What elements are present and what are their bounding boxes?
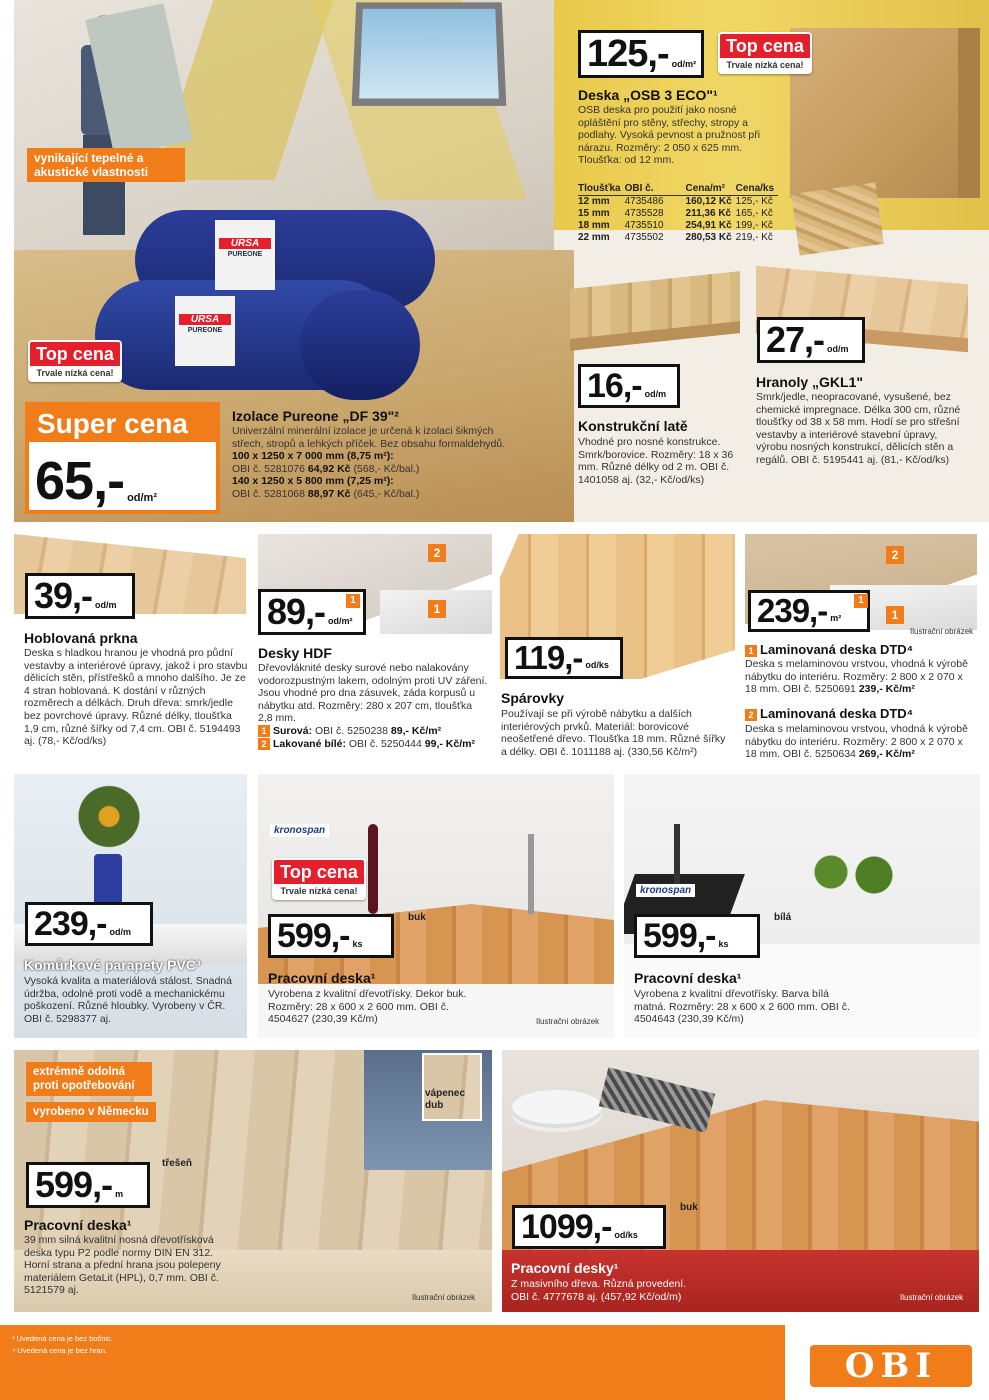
footer-orange-strip [0, 1325, 785, 1400]
deska-buk-description: Vyrobena z kvalitní dřevotřísky. Dekor buk. Rozměry: 28 x 600 x 2 600 mm. OBI č. 4504627 (230,39 Kč/m) [268, 988, 467, 1026]
table-row: 22 mm 4735502 280,53 Kč 219,- Kč [578, 232, 773, 243]
kronospan-logo: kronospan [636, 884, 695, 897]
ursa-insulation-rolls: URSA PUREONE URSA PUREONE [95, 210, 435, 400]
dtd-title-1: 1 Laminovaná deska DTD⁴ [745, 642, 913, 657]
deska-bila-tag: bílá [774, 912, 792, 923]
dtd-badge-1: 1 [886, 606, 904, 624]
table-row: 15 mm 4735528 211,36 Kč 165,- Kč [578, 208, 773, 219]
footnote-1: ¹ Uvedená cena je bez bočnic. [12, 1334, 113, 1343]
desky-masiv-tag: buk [680, 1202, 698, 1213]
dtd-price: 239,- m² [748, 590, 870, 632]
hdf-badge-1: 1 [428, 600, 446, 618]
late-price: 16,- od/m [578, 364, 680, 408]
hdf-title: Desky HDF [258, 645, 332, 661]
prkna-price: 39,- od/m [25, 573, 135, 619]
deska-bila-price: 599,- ks [634, 914, 760, 958]
table-header: Tloušťka OBI č. Cena/m² Cena/ks [578, 183, 778, 196]
parapety-price: 239,- od/m [25, 902, 153, 946]
desky-masiv-price: 1099,- od/ks [512, 1205, 666, 1249]
hero-price: 65,- od/m² [29, 442, 216, 510]
vapenec-dub-label: vápenec dub [425, 1088, 466, 1111]
dtd-price-badge: 1 [854, 594, 868, 608]
prkna-title: Hoblovaná prkna [24, 630, 138, 646]
footnote-2: ⁴ Uvedená cena je bez hran. [12, 1346, 107, 1355]
osb-description: OSB deska pro použití jako nosné opláštění pro stěny, střechy, stropy a podlahy. Vysoká pevnost a pružnost při nárazu. Rozměry: 2 050 x 625 mm. Tloušťka: od 12 mm. [578, 104, 761, 167]
super-cena-box [25, 402, 220, 514]
dtd-description-2: Deska s melaminovou vrstvou, vhodná k výrobě nábytku do interiéru. Rozměry: 2 800 x 2 070 x 18 mm. OBI č. 5250634 269,- Kč/m² [745, 723, 968, 761]
tresen-germany-label: vyrobeno v Německu [26, 1102, 156, 1122]
hdf-badge-2: 2 [428, 544, 446, 562]
deska-buk-topcena-badge: Top cena Trvale nízká cena! [272, 858, 366, 900]
dtd-title-2: 2 Laminovaná deska DTD⁴ [745, 706, 913, 721]
dtd-badge-2: 2 [886, 546, 904, 564]
deska-buk-illustration-note: Ilustrační obrázek [536, 1017, 600, 1026]
hero-topcena-badge: Top cena Trvale nízká cena! [28, 340, 122, 382]
osb-topcena-badge: Top cena Trvale nízká cena! [718, 32, 812, 74]
osb-sample [791, 182, 884, 255]
deska-tresen-description: 39 mm silná kvalitní nosná dřevotřísková deska typu P2 podle normy DIN EN 312. Horní strana a přední hrana jsou polepeny materiálem GetaLit (HPL), 0,7 mm. OBI č. 5121579 aj. [24, 1234, 221, 1297]
deska-tresen-tag: třešeň [162, 1158, 193, 1169]
hranoly-price: 27,- od/m [757, 317, 865, 363]
late-title: Konstrukční latě [578, 418, 688, 434]
hero-description: Univerzální minerální izolace je určená k izolaci šikmých střech, stropů a lehkých příček. Bez obsahu formaldehydů. 100 x 1250 x 7 000 mm (8,75 m²): OBI č. 5281076 64,92 Kč (568,- Kč/bal.) 140 x 1250 x 5 800 mm (7,25 m²): OBI č. 5281068 88,97 Kč (645,- Kč/bal.) [232, 425, 506, 500]
osb-title: Deska „OSB 3 ECO"¹ [578, 87, 718, 103]
desky-masiv-illustration-note: Ilustrační obrázek [900, 1293, 964, 1302]
prkna-description: Deska s hladkou hranou je vhodná pro půdní vestavby a interiérové úpravy, jakož i pro stavbu dělicích stěn, přístřešků a mnoho dalšího. Je ze 4 stran hoblovaná. K dostání v různých rozměrech a délkách. Druh dřeva: smrk/jedle bez povrchové úpravy. Různé délky, tloušťka 1,9 cm, různé šířky od 7,4 cm. OBI č. 5194493 aj. (78,- Kč/od/ks) [24, 647, 248, 748]
osb-table [578, 183, 778, 244]
desky-masiv-title: Pracovní desky¹ [511, 1260, 619, 1276]
deska-buk-price: 599,- ks [268, 914, 394, 958]
table-row: 12 mm 4735486 160,12 Kč 125,- Kč [578, 196, 773, 207]
deska-buk-tag: buk [408, 912, 426, 923]
hdf-price: 89,- od/m² [258, 589, 366, 635]
deska-tresen-illustration-note: Ilustrační obrázek [412, 1293, 476, 1302]
tresen-durability-label: extrémně odolná proti opotřebování [26, 1062, 152, 1096]
roof-window [352, 2, 507, 106]
hdf-description: Dřevovláknité desky surové nebo nalakovány vodorozpustným lakem, odolným proti UV záření. Jsou vhodné pro dna zásuvek, záda korpusů u nábytku atd. Rozměry: 280 x 207 cm, tloušťka 2,8 mm. 1 Surová: OBI č. 5250238 89,- Kč/m² 2 Lakované bílé: OBI č. 5250444 99,- Kč/m² [258, 662, 488, 750]
hero-feature-banner: vynikající tepelné a akustické vlastnosti [27, 148, 185, 182]
deska-tresen-title: Pracovní deska¹ [24, 1217, 132, 1233]
kronospan-logo: kronospan [270, 824, 329, 837]
desky-masiv-description: Z masivního dřeva. Různá provedení. OBI č. 4777678 aj. (457,92 Kč/od/m) [511, 1278, 687, 1303]
deska-tresen-price: 599,- m [26, 1162, 150, 1208]
sparovky-description: Používají se při výrobě nábytku a dalších interiérových prvků. Materiál: borovicové neošetřené dřevo. Tloušťka 18 mm. Různé šířky a délky. OBI č. 1011188 aj. (330,56 Kč/m²) [501, 708, 726, 758]
obi-logo: OBI [810, 1345, 972, 1387]
hero-product-title: Izolace Pureone „DF 39"² [232, 408, 399, 424]
hranoly-title: Hranoly „GKL1" [756, 374, 863, 390]
ursa-logo: URSA [179, 314, 231, 325]
super-cena-label: Super cena [37, 408, 188, 439]
deska-buk-title: Pracovní deska¹ [268, 970, 376, 986]
osb-price: 125,- od/m² [578, 30, 704, 78]
parapety-description: Vysoká kvalita a materiálová stálost. Snadná údržba, odolné proti vodě a mechanickému poškození. Různé hloubky. Vyrobeny v ČR. OBI č. 5298377 aj. [24, 975, 232, 1025]
parapety-title: Komůrkové parapety PVC³ [24, 957, 201, 973]
table-row: 18 mm 4735510 254,91 Kč 199,- Kč [578, 220, 773, 231]
osb-board-stack [790, 28, 980, 198]
late-description: Vhodné pro nosné konstrukce. Smrk/borovice. Rozměry: 18 x 36 mm. Různé délky od 2 m. OBI č. 1401058 aj. (32,- Kč/od/ks) [578, 436, 734, 486]
dtd-description-1: Deska s melaminovou vrstvou, vhodná k výrobě nábytku do interiéru. Rozměry: 2 800 x 2 070 x 18 mm. OBI č. 5250691 239,- Kč/m² [745, 658, 968, 696]
deska-bila-title: Pracovní deska¹ [634, 970, 742, 986]
hdf-price-badge: 1 [346, 594, 360, 608]
dtd-illustration-note: Ilustrační obrázek [910, 627, 974, 636]
hranoly-description: Smrk/jedle, neopracované, vysušené, bez chemické impregnace. Délka 300 cm, různé tloušťky od 38 x 58 mm. Hodí se pro střešní vestavby a interiérové stavební úpravy, výrobu nosných konstrukcí, dělicích stěn a regálů. OBI č. 5195441 aj. (81,- Kč/od/ks) [756, 391, 961, 466]
ursa-logo: URSA [219, 238, 271, 249]
deska-bila-description: Vyrobena z kvalitní dřevotřísky. Barva bílá matná. Rozměry: 28 x 600 x 2 600 mm. OBI č. 4504643 (230,39 Kč/m) [634, 988, 850, 1026]
sparovky-title: Spárovky [501, 690, 565, 706]
sparovky-price: 119,- od/ks [505, 637, 623, 679]
